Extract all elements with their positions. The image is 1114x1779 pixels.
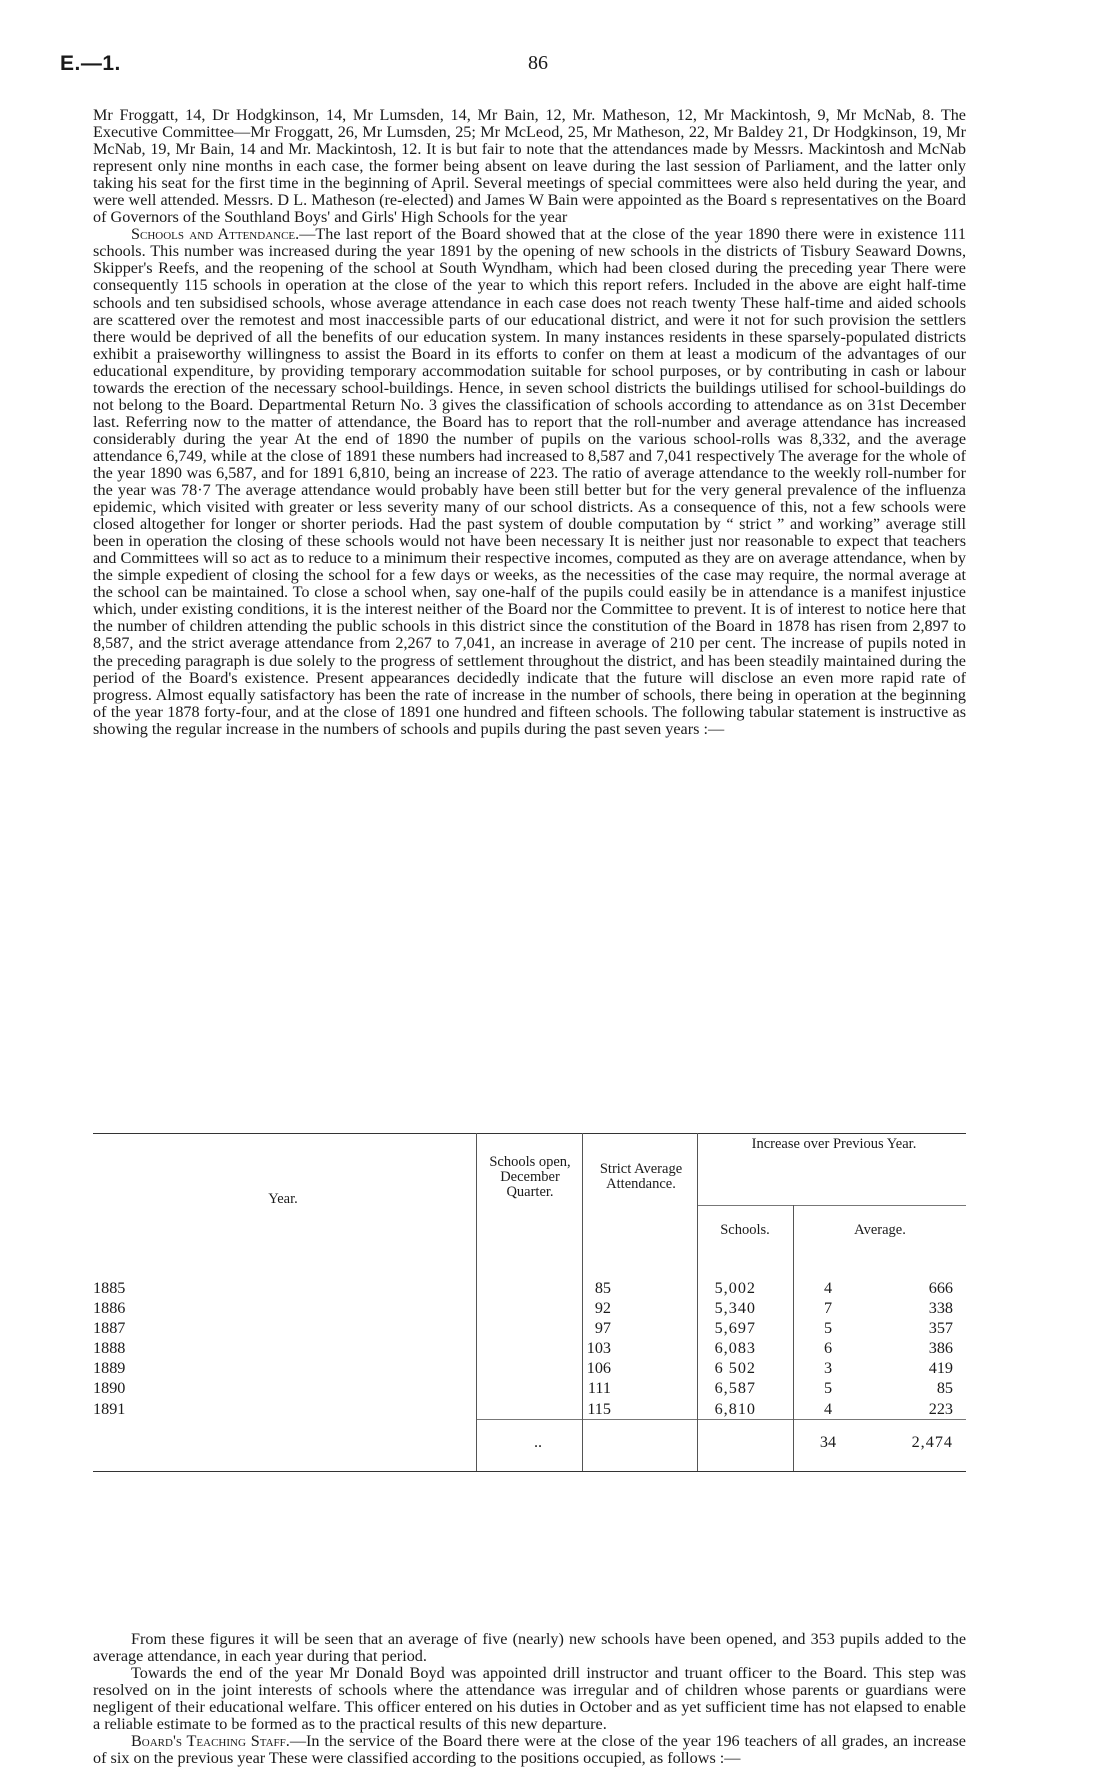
table-cell: 6,587 xyxy=(714,1379,756,1398)
header-inc-schools: Schools. xyxy=(720,1222,770,1238)
table-cell: 1890 xyxy=(93,1379,126,1398)
table-cell: 4 xyxy=(823,1279,833,1297)
table-bottom-rule xyxy=(93,1471,966,1472)
table-cell: 85 xyxy=(936,1379,953,1398)
table-cell: 6 xyxy=(823,1339,833,1358)
table-cell: 1889 xyxy=(93,1359,126,1378)
header-strict-average: Strict Average Attendance. xyxy=(599,1161,683,1192)
table-cell: 92 xyxy=(594,1299,611,1318)
table-cell: 5,002 xyxy=(714,1279,756,1297)
table-cell: 6,083 xyxy=(714,1339,756,1358)
total-inc-average: 2,474 xyxy=(911,1433,953,1451)
table-cell: 115 xyxy=(587,1399,611,1418)
table-top-rule xyxy=(93,1133,966,1134)
table-cell: 6,810 xyxy=(714,1399,756,1418)
table-cell: 419 xyxy=(928,1359,953,1378)
table-cell: 6 502 xyxy=(714,1359,756,1378)
table-cell: 386 xyxy=(928,1339,953,1358)
table-cell: 1887 xyxy=(93,1319,126,1338)
table-cell: 1888 xyxy=(93,1339,126,1358)
table-cell: 97 xyxy=(594,1319,611,1338)
header-year: Year. xyxy=(268,1191,298,1207)
table-cell: 4 xyxy=(823,1399,833,1418)
col-strict-average xyxy=(680,1278,756,1419)
teaching-staff-text: —In the service of the Board there were at the close of the year 196 teachers of all grades, an increase of six on the previous year These were classified according to the positions occupied, as follows :— xyxy=(93,1732,966,1768)
table-cell: 103 xyxy=(586,1339,611,1358)
table-cell: 5,697 xyxy=(714,1319,756,1338)
table-cell: 357 xyxy=(928,1319,953,1338)
col-inc-average xyxy=(893,1278,953,1419)
total-inc-schools: 34 xyxy=(819,1433,837,1451)
table-cell: 1886 xyxy=(93,1299,126,1318)
table-cell: 106 xyxy=(586,1359,611,1378)
table-cell: 1891 xyxy=(93,1399,126,1418)
table-col-divider xyxy=(793,1205,794,1471)
table-cell: 338 xyxy=(928,1299,953,1318)
table-subheader-rule xyxy=(697,1205,966,1206)
table-cell: 7 xyxy=(823,1299,833,1318)
page-number: 86 xyxy=(528,52,548,74)
col-schools-open xyxy=(565,1278,611,1419)
section-code: E.—1. xyxy=(60,52,121,75)
table-cell: 666 xyxy=(928,1279,953,1297)
page-header xyxy=(60,52,1060,92)
header-increase-over-previous: Increase over Previous Year. xyxy=(751,1136,917,1152)
table-col-divider xyxy=(476,1133,477,1471)
schools-table xyxy=(93,1133,966,1495)
table-cell: 5 xyxy=(823,1319,833,1338)
body-text-bottom xyxy=(93,1631,966,1767)
paragraph-attendance-list: Mr Froggatt, 14, Dr Hodgkinson, 14, Mr Lumsden, 14, Mr Bain, 12, Mr. Matheson, 12, Mr Mackintosh, 9, Mr McNab, 8. The Executive Committee—Mr Froggatt, 26, Mr Lumsden, 25; Mr McLeod, 25, Mr Matheson, 22, Mr Baldey 21, Dr Hodgkinson, 19, Mr McNab, 19, Mr Bain, 14 and Mr. Mackintosh, 12. It is but fair to note that the attendances made by Messrs. Mackintosh and McNab represent only nine months in each case, the former being absent on leave during the last session of Parliament, and the latter only taking his seat for the first time in the beginning of April. Several meetings of special committees were also held during the year, and were well attended. Messrs. D L. Matheson (re-elected) and James W Bain were appointed as the Board s representatives on the Board of Governors of the Southland Boys' and Girls' High Schools for the year xyxy=(93,106,966,227)
header-inc-average: Average. xyxy=(854,1222,906,1238)
paragraph-truant-officer: Towards the end of the year Mr Donald Boyd was appointed drill instructor and truant officer to the Board. This step was resolved on in the joint interests of schools where the attendance was irregular and of children whose parents or guardians were negligent of their educational welfare. This officer entered on his duties in October and as yet sufficient time has not elapsed to enable a reliable estimate to be formed as to the practical results of this new departure. xyxy=(93,1664,966,1734)
paragraph-schools-attendance xyxy=(93,226,966,737)
col-year xyxy=(93,1278,213,1419)
table-cell: 5,340 xyxy=(714,1299,756,1318)
header-schools-open: Schools open, December Quarter. xyxy=(489,1154,571,1200)
schools-attendance-text: —The last report of the Board showed that at the close of the year 1890 there were in existence 111 schools. This number was increased during the year 1891 by the opening of new schools in the districts of Tisbury Seaward Downs, Skipper's Reefs, and the reopening of the school at South Wyndham, which had been closed during the preceding year There were consequently 115 schools in operation at the close of the year to which this report refers. Included in the above are eight half-time schools and ten subsidised schools, whose average attendance in each case does not reach twenty These half-time and aided schools are scattered over the remotest and most inaccessible parts of our educational district, and were it not for such provision the settlers there would be deprived of all the benefits of our education system. In many instances residents in these sparsely-populated districts exhibit a praiseworthy willingness to assist the Board in its efforts to confer on them at least a modicum of the advantages of our educational expenditure, by providing temporary accommodation suitable for school purposes, or by contributing in cash or labour towards the erection of the necessary school-buildings. Hence, in seven school districts the buildings utilised for school-buildings do not belong to the Board. Departmental Return No. 3 gives the classification of schools according to attendance as on 31st December last. Referring now to the matter of attendance, the Board has to report that the roll-number and average attendance has increased considerably during the year At the end of 1890 the number of pupils on the various school-rolls was 8,332, and the average attendance 6,749, while at the close of 1891 these numbers had increased to 8,587 and 7,041 respectively The average for the whole of the year 1890 was 6,587, and for 1891 6,810, being an increase of 223. The ratio of average attendance to the weekly roll-number for the year was 78·7 The average attendance would probably have been still better but for the very general prevalence of the influenza epidemic, which visited with greater or less severity many of our school districts. As a consequence of this, not a few schools were closed altogether for longer or shorter periods. Had the past system of double computation by “ strict ” and working” average still been in operation the closing of these schools would not have been necessary It is neither just nor reasonable to expect that teachers and Committees will so act as to reduce to a minimum their respective incomes, computed as they are on average attendance, when by the simple expedient of closing the school for a few days or weeks, as the necessities of the case may require, the normal average at the school can be maintained. To close a school when, say one-half of the pupils could easily be in attendance is a manifest injustice which, under existing conditions, it is the interest neither of the Board nor the Committee to prevent. It is of interest to notice here that the number of children attending the public schools in this district since the constitution of the Board in 1878 has risen from 2,897 to 8,587, and the strict average attendance from 2,267 to 7,041, an increase in average of 210 per cent. The increase of pupils noted in the preceding paragraph is due solely to the progress of settlement throughout the district, and has been steadily maintained during the period of the Board's existence. Present appearances decidedly indicate that the future will disclose an even more rapid rate of progress. Almost equally satisfactory has been the rate of increase in the number of schools, there being in operation at the beginning of the year 1878 forty-four, and at the close of 1891 one hundred and fifteen schools. The following tabular statement is instructive as showing the regular increase in the numbers of schools and pupils during the past seven years :— xyxy=(93,225,966,738)
paragraph-figures-summary: From these figures it will be seen that an average of five (nearly) new schools have been opened, and 353 pupils added to the average attendance, in each year during that period. xyxy=(93,1630,966,1666)
col-inc-schools xyxy=(813,1278,843,1419)
table-cell: 1885 xyxy=(93,1279,126,1297)
schools-attendance-heading: Schools and Attendance. xyxy=(131,225,300,244)
table-cell: 3 xyxy=(823,1359,833,1378)
teaching-staff-heading: Board's Teaching Staff. xyxy=(131,1732,290,1751)
table-total-rule xyxy=(476,1419,966,1420)
table-cell: 223 xyxy=(928,1399,953,1418)
table-cell: 111 xyxy=(587,1379,611,1398)
total-placeholder: .. xyxy=(533,1433,543,1451)
paragraph-teaching-staff xyxy=(93,1733,966,1767)
table-cell: 5 xyxy=(823,1379,833,1398)
table-cell: 85 xyxy=(594,1279,611,1297)
body-text-top xyxy=(93,107,966,738)
